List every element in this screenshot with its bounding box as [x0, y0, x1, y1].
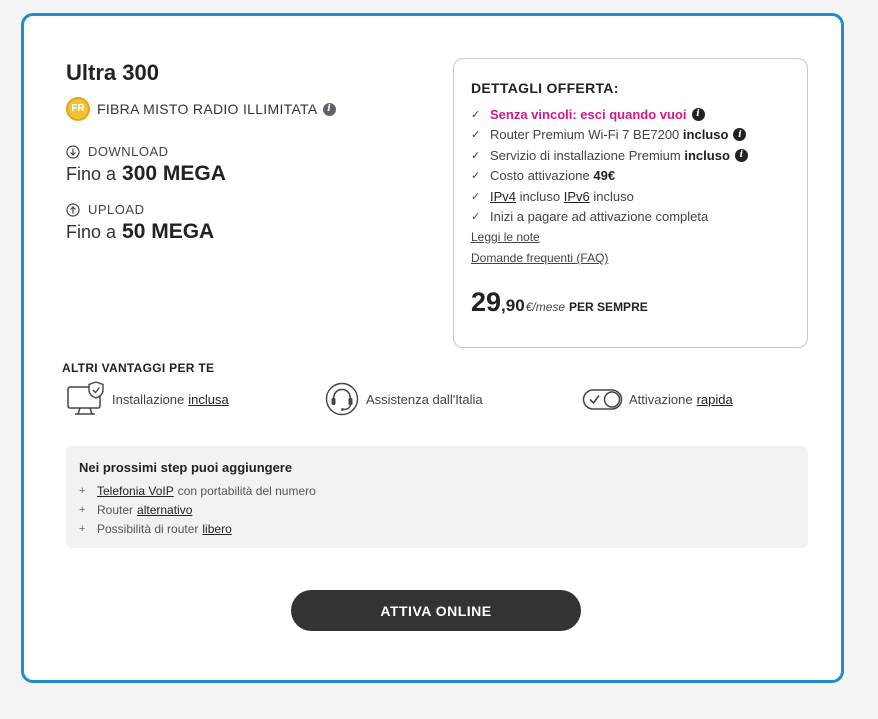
download-speed [66, 162, 226, 186]
price-decimal: ,90 [501, 296, 525, 315]
fr-badge-icon: FR [66, 97, 90, 121]
list-item [79, 500, 316, 519]
feature-no-commitment: Senza vincoli: esci quando vuoi [490, 106, 687, 122]
feature-installation-text: Servizio di installazione Premium [490, 147, 681, 163]
ipv6-included: incluso [593, 188, 634, 204]
download-value: 300 MEGA [122, 162, 226, 185]
next-steps-title: Nei prossimi step puoi aggiungere [79, 460, 293, 475]
feature-list [471, 104, 748, 227]
advantage-activation-text: Attivazione [629, 391, 693, 407]
feature-installation-included: incluso [684, 147, 730, 163]
advantage-installation-link[interactable]: inclusa [188, 391, 229, 407]
feature-item [471, 125, 748, 146]
info-icon[interactable]: i [692, 108, 705, 121]
feature-item [471, 145, 748, 166]
voip-text: con portabilità del numero [177, 483, 316, 498]
advantage-installation [66, 381, 229, 417]
feature-activation-cost-text: Costo attivazione [490, 168, 590, 184]
advantage-support-text: Assistenza dall'Italia [366, 391, 483, 407]
upload-label: UPLOAD [88, 202, 145, 217]
offer-title: Ultra 300 [66, 60, 159, 85]
check-icon: ✓ [471, 190, 481, 203]
advantage-activation-link[interactable]: rapida [696, 391, 733, 407]
voip-link[interactable]: Telefonia VoIP [97, 483, 174, 498]
plus-icon: + [79, 522, 86, 535]
info-icon[interactable]: i [735, 149, 748, 162]
feature-router-text: Router Premium Wi-Fi 7 BE7200 [490, 127, 680, 143]
computer-shield-icon [66, 381, 106, 417]
headset-icon [325, 381, 359, 417]
next-steps-box [66, 446, 808, 548]
check-icon: ✓ [471, 170, 481, 183]
advantage-activation [582, 381, 733, 417]
feature-payment-start: Inizi a pagare ad attivazione completa [490, 209, 709, 225]
download-header [66, 144, 169, 159]
faq-link[interactable]: Domande frequenti (FAQ) [471, 251, 609, 265]
free-router-text: Possibilità di router [97, 521, 199, 536]
advantages-title: ALTRI VANTAGGI PER TE [62, 361, 215, 375]
toggle-icon [582, 381, 624, 417]
info-icon[interactable]: i [733, 128, 746, 141]
ipv4-link[interactable]: IPv4 [490, 188, 517, 204]
feature-router-included: incluso [682, 127, 729, 143]
price-integer: 29 [471, 287, 502, 317]
feature-item [471, 207, 748, 228]
next-steps-list [79, 481, 316, 538]
ipv6-link[interactable]: IPv6 [563, 188, 590, 204]
feature-item [471, 166, 748, 187]
check-icon: ✓ [471, 129, 481, 142]
router-alternative-link[interactable]: alternativo [137, 502, 193, 517]
list-item [79, 519, 316, 538]
plus-icon: + [79, 484, 86, 497]
feature-item [471, 104, 748, 125]
upload-header [66, 202, 144, 217]
price-unit: €/mese [525, 300, 566, 314]
upload-prefix: Fino a [66, 222, 117, 242]
plus-icon: + [79, 503, 86, 516]
ipv4-included: incluso [519, 188, 561, 204]
download-label: DOWNLOAD [88, 144, 169, 159]
advantage-installation-text: Installazione [112, 391, 185, 407]
list-item [79, 481, 316, 500]
technology-label: FIBRA MISTO RADIO ILLIMITATA [97, 101, 318, 117]
router-text: Router [97, 502, 134, 517]
details-title: DETTAGLI OFFERTA: [471, 80, 619, 96]
check-icon: ✓ [471, 211, 481, 224]
feature-activation-cost: 49€ [593, 168, 616, 184]
feature-item [471, 186, 748, 207]
info-icon[interactable]: i [323, 103, 336, 116]
download-arrow-icon [66, 145, 80, 159]
upload-speed [66, 220, 214, 244]
advantage-support [325, 381, 483, 417]
price-suffix: PER SEMPRE [569, 300, 648, 314]
check-icon: ✓ [471, 149, 481, 162]
check-icon: ✓ [471, 108, 481, 121]
download-prefix: Fino a [66, 164, 117, 184]
free-router-link[interactable]: libero [202, 521, 232, 536]
activate-online-button[interactable]: ATTIVA ONLINE [291, 590, 581, 631]
price [471, 287, 648, 318]
upload-arrow-icon [66, 203, 80, 217]
read-notes-link[interactable]: Leggi le note [471, 230, 540, 244]
offer-card [21, 13, 844, 683]
technology-row [66, 97, 336, 121]
upload-value: 50 MEGA [122, 220, 215, 243]
offer-details-box [453, 58, 808, 348]
